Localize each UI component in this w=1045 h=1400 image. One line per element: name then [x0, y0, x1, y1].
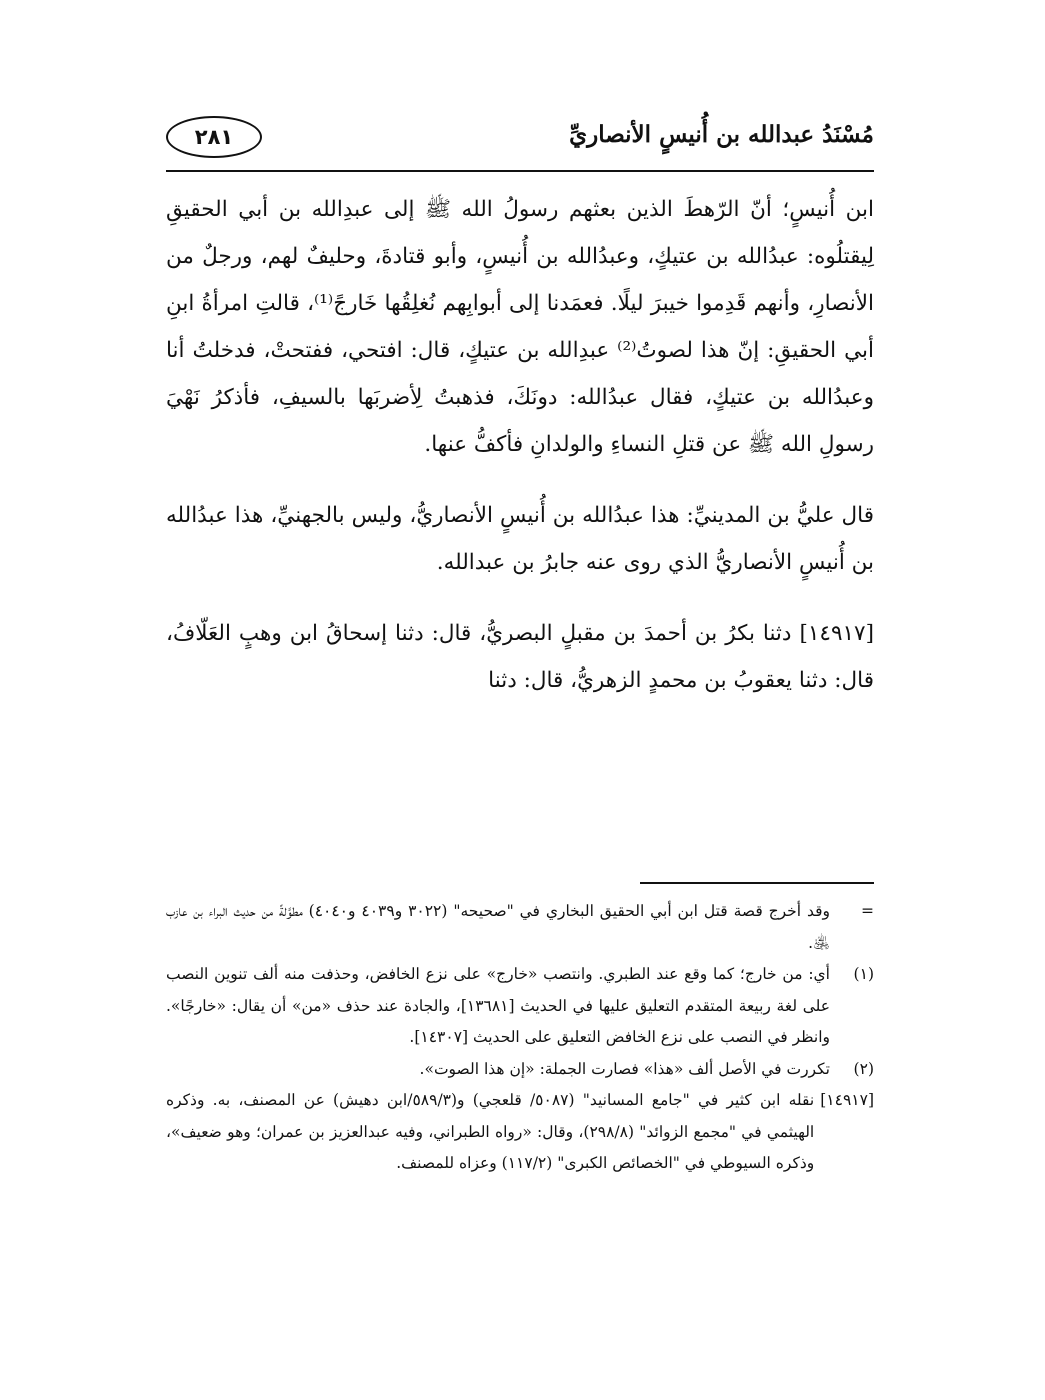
running-title: مُسْنَدُ عبدالله بن أُنيسٍ الأنصاريِّ: [569, 121, 874, 148]
main-text: [166, 186, 874, 704]
footnote-text: أي: من خارج؛ كما وقع عند الطبري. وانتصب «خارج» على نزع الخافض، وحذفت منه ألف تنوين النصب على لغة ربيعة المتقدم التعليق عليها في الحديث [١٣٦٨١]، والجادة عند حذف «من» أن يقال: «خارجًا». وانظر في النصب على نزع الخافض التعليق على الحديث [١٤٣٠٧].: [166, 965, 831, 1046]
footnote-text: وقد أخرج قصة قتل ابن أبي الحقيق البخاري في "صحيحه" (٣٠٢٢ و٤٠٣٩ و٤٠٤٠) مطوَّلةً من حديث البراء بن عازب ﵁.: [166, 902, 830, 952]
footnote-2: [166, 1054, 874, 1086]
footnote-mark: (١): [853, 965, 874, 983]
footnote-divider: [640, 882, 874, 884]
footnote-mark: =: [861, 902, 874, 920]
paragraph-new-hadith: [١٤٩١٧] دثنا بكرُ بن أحمدَ بن مقبلٍ البصريُّ، قال: دثنا إسحاقُ ابن وهبٍ العَلّافُ، قال: دثنا يعقوبُ بن محمدٍ الزهريُّ، قال: دثنا: [166, 621, 874, 693]
paragraph-commentary: قال عليُّ بن المدينيِّ: هذا عبدُالله بن أُنيسٍ الأنصاريُّ، وليس بالجهنيِّ، هذا عبدُالله بن أُنيسٍ الأنصاريُّ الذي روى عنه جابرُ بن عبدالله.: [166, 503, 874, 575]
footnote-1: [166, 959, 874, 1054]
footnote-continuation: [166, 896, 874, 959]
header-divider: [166, 170, 874, 172]
footnote-text: تكررت في الأصل ألف «هذا» فصارت الجملة: «إن هذا الصوت».: [419, 1059, 830, 1078]
paragraph-hadith-text: ابن أُنيسٍ؛ أنّ الرّهطَ الذين بعثهم رسولُ الله ﷺ إلى عبدِالله بن أبي الحقيقِ لِيقتلُوه: عبدُالله بن عتيكٍ، وعبدُالله بن أُنيسٍ، وأبو قتادةَ، وحليفٌ لهم، ورجلٌ من الأنصارِ، وأنهم قَدِموا خيبرَ ليلًا. فعمَدنا إلى أبوابِهم نُغلِقُها خَارجً⁽¹⁾، قالتِ امرأةُ ابنِ أبي الحقيقِ: إنّ هذا لصوتُ⁽²⁾ عبدِالله بن عتيكٍ، قال: افتحي، ففتحتْ، فدخلتُ أنا وعبدُالله بن عتيكٍ، فقال عبدُالله: دونَكَ، فذهبتُ لِأضربَها بالسيفِ، فأذكرُ نَهْيَ رسولِ الله ﷺ عن قتلِ النساءِ والولدانِ فأكفُّ عنها.: [166, 197, 874, 457]
footnote-text: نقله ابن كثير في "جامع المسانيد" (٥٠٨٧/ قلعجي) و(٥٨٩/٣/ابن دهيش) عن المصنف، به. وذكره الهيثمي في "مجمع الزوائد" (٢٩٨/٨)، وقال: «رواه الطبراني، وفيه عبدالعزيز بن عمران؛ وهو ضعيف»، وذكره السيوطي في "الخصائص الكبرى" (١١٧/٢) وعزاه للمصنف.: [166, 1091, 815, 1172]
footnote-hadith-14917: [166, 1085, 874, 1180]
footnote-mark: (٢): [853, 1059, 874, 1078]
page-number-badge: ٢٨١: [166, 116, 262, 158]
page-header: [166, 108, 874, 170]
footnotes: [166, 896, 874, 1180]
footnote-mark: [١٤٩١٧]: [820, 1091, 874, 1109]
